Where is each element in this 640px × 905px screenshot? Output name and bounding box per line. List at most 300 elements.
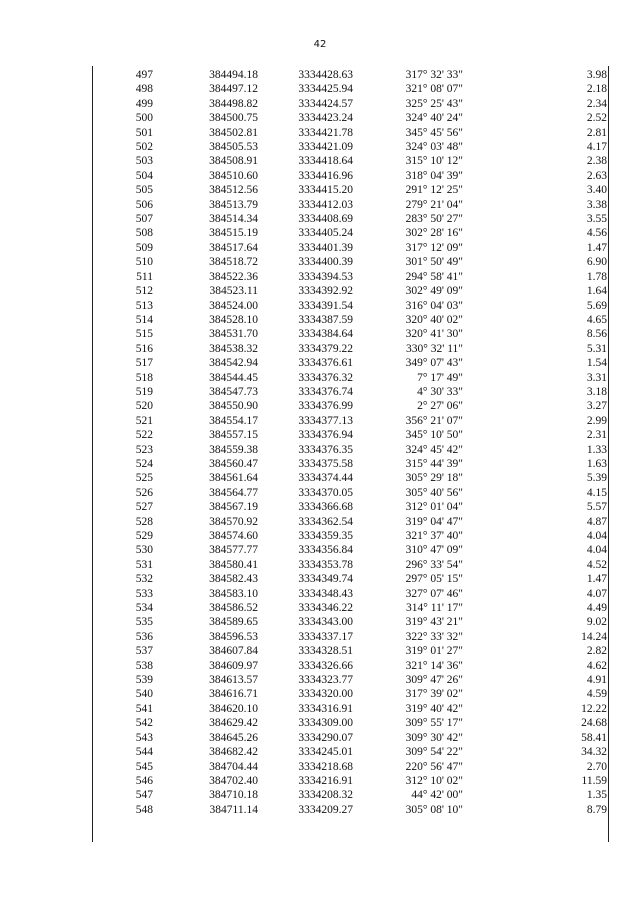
table-row — [93, 111, 607, 125]
table-row — [93, 255, 607, 269]
point-id-cell: 522 — [135, 429, 153, 442]
northing-cell: 3334323.77 — [298, 674, 353, 687]
point-id-cell: 515 — [135, 328, 153, 341]
point-id-cell: 533 — [135, 587, 153, 600]
distance-cell: 3.98 — [586, 69, 607, 81]
easting-cell: 384508.91 — [209, 155, 258, 168]
table-row — [93, 745, 607, 759]
distance-cell: 4.91 — [586, 674, 607, 687]
northing-cell: 3334425.94 — [298, 83, 353, 96]
table-row — [93, 299, 607, 313]
point-id-cell: 535 — [135, 616, 153, 629]
table-row — [93, 788, 607, 802]
bearing-cell: 312° 10' 02" — [405, 774, 463, 787]
bearing-cell: 310° 47' 09" — [405, 544, 463, 557]
bearing-cell: 317° 32' 33" — [405, 69, 463, 81]
bearing-cell: 318° 04' 39" — [405, 169, 463, 182]
easting-cell: 384559.38 — [209, 443, 258, 456]
northing-cell: 3334309.00 — [298, 717, 353, 730]
bearing-cell: 44° 42' 00" — [411, 789, 463, 802]
point-id-cell: 526 — [135, 486, 153, 499]
northing-cell: 3334384.64 — [298, 328, 353, 341]
bearing-cell: 345° 10' 50" — [405, 429, 463, 442]
northing-cell: 3334290.07 — [298, 731, 353, 744]
distance-cell: 5.39 — [586, 472, 607, 485]
point-id-cell: 499 — [135, 97, 153, 110]
bearing-cell: 345° 45' 56" — [405, 126, 463, 139]
easting-cell: 384710.18 — [209, 789, 258, 802]
easting-cell: 384522.36 — [209, 270, 258, 283]
bearing-cell: 320° 41' 30" — [405, 328, 463, 341]
northing-cell: 3334216.91 — [298, 774, 353, 787]
table-row — [93, 529, 607, 543]
easting-cell: 384629.42 — [209, 717, 258, 730]
table-row — [93, 774, 607, 788]
table-row — [93, 428, 607, 442]
point-id-cell: 507 — [135, 213, 153, 226]
distance-cell: 2.70 — [586, 760, 607, 773]
point-id-cell: 528 — [135, 515, 153, 528]
distance-cell: 4.56 — [586, 227, 607, 240]
distance-cell: 4.62 — [586, 659, 607, 672]
bearing-cell: 7° 17' 49" — [417, 371, 463, 384]
northing-cell: 3334408.69 — [298, 213, 353, 226]
bearing-cell: 330° 32' 11" — [406, 342, 463, 355]
distance-cell: 2.38 — [586, 155, 607, 168]
northing-cell: 3334423.24 — [298, 112, 353, 125]
easting-cell: 384538.32 — [209, 342, 258, 355]
northing-cell: 3334412.03 — [298, 198, 353, 211]
table-row — [93, 644, 607, 658]
bearing-cell: 356° 21' 07" — [405, 414, 463, 427]
table-row — [93, 572, 607, 586]
northing-cell: 3334376.94 — [298, 429, 353, 442]
table-row — [93, 356, 607, 370]
point-id-cell: 502 — [135, 141, 153, 154]
coordinates-table — [93, 68, 607, 817]
northing-cell: 3334375.58 — [298, 457, 353, 470]
northing-cell: 3334343.00 — [298, 616, 353, 629]
distance-cell: 5.57 — [586, 501, 607, 514]
distance-cell: 34.32 — [581, 746, 607, 759]
easting-cell: 384500.75 — [209, 112, 258, 125]
northing-cell: 3334362.54 — [298, 515, 353, 528]
distance-cell: 4.49 — [586, 602, 607, 615]
bearing-cell: 283° 50' 27" — [405, 213, 463, 226]
bearing-cell: 315° 44' 39" — [405, 457, 463, 470]
easting-cell: 384547.73 — [209, 385, 258, 398]
northing-cell: 3334349.74 — [298, 573, 353, 586]
bearing-cell: 294° 58' 41" — [405, 270, 463, 283]
bearing-cell: 324° 45' 42" — [405, 443, 463, 456]
table-row — [93, 97, 607, 111]
bearing-cell: 327° 07' 46" — [405, 587, 463, 600]
easting-cell: 384531.70 — [209, 328, 258, 341]
northing-cell: 3334376.74 — [298, 385, 353, 398]
point-id-cell: 513 — [135, 299, 153, 312]
distance-cell: 5.31 — [586, 342, 607, 355]
easting-cell: 384542.94 — [209, 357, 258, 370]
distance-cell: 2.18 — [586, 83, 607, 96]
easting-cell: 384512.56 — [209, 184, 258, 197]
distance-cell: 2.34 — [586, 97, 607, 110]
easting-cell: 384528.10 — [209, 313, 258, 326]
northing-cell: 3334374.44 — [298, 472, 353, 485]
easting-cell: 384616.71 — [209, 688, 258, 701]
table-row — [93, 515, 607, 529]
table-row — [93, 212, 607, 226]
northing-cell: 3334356.84 — [298, 544, 353, 557]
table-row — [93, 140, 607, 154]
point-id-cell: 501 — [135, 126, 153, 139]
northing-cell: 3334353.78 — [298, 558, 353, 571]
bearing-cell: 309° 47' 26" — [405, 674, 463, 687]
easting-cell: 384609.97 — [209, 659, 258, 672]
distance-cell: 1.54 — [586, 357, 607, 370]
easting-cell: 384574.60 — [209, 530, 258, 542]
easting-cell: 384523.11 — [209, 285, 258, 298]
table-row — [93, 169, 607, 183]
bearing-cell: 321° 14' 36" — [405, 659, 463, 672]
northing-cell: 3334421.09 — [298, 141, 353, 154]
bearing-cell: 309° 54' 22" — [405, 746, 463, 759]
table-row — [93, 183, 607, 197]
northing-cell: 3334394.53 — [298, 270, 353, 283]
point-id-cell: 525 — [135, 472, 153, 485]
table-row — [93, 630, 607, 644]
bearing-cell: 312° 01' 04" — [405, 501, 463, 514]
easting-cell: 384580.41 — [209, 558, 258, 571]
point-id-cell: 500 — [135, 112, 153, 125]
northing-cell: 3334405.24 — [298, 227, 353, 240]
bearing-cell: 315° 10' 12" — [405, 155, 463, 168]
distance-cell: 1.33 — [586, 443, 607, 456]
distance-cell: 4.04 — [586, 544, 607, 557]
table-row — [93, 414, 607, 428]
point-id-cell: 511 — [136, 270, 153, 283]
distance-cell: 9.02 — [586, 616, 607, 629]
table-row — [93, 385, 607, 399]
northing-cell: 3334376.99 — [298, 400, 353, 413]
table-row — [93, 615, 607, 629]
point-id-cell: 543 — [135, 731, 153, 744]
bearing-cell: 296° 33' 54" — [405, 558, 463, 571]
point-id-cell: 540 — [135, 688, 153, 701]
point-id-cell: 542 — [135, 717, 153, 730]
easting-cell: 384513.79 — [209, 198, 258, 211]
distance-cell: 1.63 — [586, 457, 607, 470]
distance-cell: 2.52 — [586, 112, 607, 125]
table-row — [93, 500, 607, 514]
northing-cell: 3334377.13 — [298, 414, 353, 427]
easting-cell: 384502.81 — [209, 126, 258, 139]
northing-cell: 3334366.68 — [298, 501, 353, 514]
bearing-cell: 305° 08' 10" — [405, 803, 463, 816]
bearing-cell: 317° 12' 09" — [405, 241, 463, 254]
bearing-cell: 305° 40' 56" — [405, 486, 463, 499]
distance-cell: 2.99 — [586, 414, 607, 427]
easting-cell: 384517.64 — [209, 241, 258, 254]
point-id-cell: 538 — [135, 659, 153, 672]
northing-cell: 3334359.35 — [298, 530, 353, 542]
distance-cell: 3.31 — [586, 371, 607, 384]
table-row — [93, 687, 607, 701]
easting-cell: 384583.10 — [209, 587, 258, 600]
easting-cell: 384550.90 — [209, 400, 258, 413]
bearing-cell: 309° 30' 42" — [405, 731, 463, 744]
bearing-cell: 319° 40' 42" — [405, 702, 463, 715]
point-id-cell: 509 — [135, 241, 153, 254]
point-id-cell: 517 — [135, 357, 153, 370]
bearing-cell: 314° 11' 17" — [406, 602, 463, 615]
bearing-cell: 324° 40' 24" — [405, 112, 463, 125]
easting-cell: 384544.45 — [209, 371, 258, 384]
northing-cell: 3334209.27 — [298, 803, 353, 816]
table-row — [93, 371, 607, 385]
distance-cell: 3.38 — [586, 198, 607, 211]
northing-cell: 3334392.92 — [298, 285, 353, 298]
point-id-cell: 514 — [135, 313, 153, 326]
easting-cell: 384589.65 — [209, 616, 258, 629]
bearing-cell: 220° 56' 47" — [405, 760, 463, 773]
easting-cell: 384702.40 — [209, 774, 258, 787]
distance-cell: 4.52 — [586, 558, 607, 571]
easting-cell: 384586.52 — [209, 602, 258, 615]
distance-cell: 11.59 — [581, 774, 607, 787]
table-row — [93, 82, 607, 96]
bearing-cell: 279° 21' 04" — [405, 198, 463, 211]
distance-cell: 3.18 — [586, 385, 607, 398]
point-id-cell: 506 — [135, 198, 153, 211]
easting-cell: 384557.15 — [209, 429, 258, 442]
table-row — [93, 587, 607, 601]
easting-cell: 384704.44 — [209, 760, 258, 773]
easting-cell: 384564.77 — [209, 486, 258, 499]
bearing-cell: 319° 43' 21" — [405, 616, 463, 629]
bearing-cell: 349° 07' 43" — [405, 357, 463, 370]
easting-cell: 384570.92 — [209, 515, 258, 528]
easting-cell: 384596.53 — [209, 630, 258, 643]
point-id-cell: 537 — [135, 645, 153, 658]
point-id-cell: 534 — [135, 602, 153, 615]
northing-cell: 3334415.20 — [298, 184, 353, 197]
easting-cell: 384613.57 — [209, 674, 258, 687]
table-row — [93, 399, 607, 413]
distance-cell: 24.68 — [581, 717, 607, 730]
northing-cell: 3334387.59 — [298, 313, 353, 326]
table-row — [93, 126, 607, 140]
point-id-cell: 508 — [135, 227, 153, 240]
bearing-cell: 319° 04' 47" — [405, 515, 463, 528]
distance-cell: 8.56 — [586, 328, 607, 341]
bearing-cell: 320° 40' 02" — [405, 313, 463, 326]
bearing-cell: 305° 29' 18" — [405, 472, 463, 485]
bearing-cell: 316° 04' 03" — [405, 299, 463, 312]
northing-cell: 3334401.39 — [298, 241, 353, 254]
distance-cell: 4.15 — [586, 486, 607, 499]
northing-cell: 3334379.22 — [298, 342, 353, 355]
point-id-cell: 504 — [135, 169, 153, 182]
point-id-cell: 546 — [135, 774, 153, 787]
northing-cell: 3334424.57 — [298, 97, 353, 110]
distance-cell: 1.47 — [586, 241, 607, 254]
bearing-cell: 309° 55' 17" — [405, 717, 463, 730]
northing-cell: 3334337.17 — [298, 630, 353, 643]
northing-cell: 3334346.22 — [298, 602, 353, 615]
table-row — [93, 457, 607, 471]
point-id-cell: 547 — [135, 789, 153, 802]
bearing-cell: 321° 08' 07" — [405, 83, 463, 96]
easting-cell: 384711.14 — [209, 803, 258, 816]
point-id-cell: 530 — [135, 544, 153, 557]
table-row — [93, 284, 607, 298]
point-id-cell: 497 — [135, 69, 153, 81]
easting-cell: 384577.77 — [209, 544, 258, 557]
table-row — [93, 543, 607, 557]
bearing-cell: 2° 27' 06" — [417, 400, 463, 413]
distance-cell: 1.64 — [586, 285, 607, 298]
distance-cell: 5.69 — [586, 299, 607, 312]
bearing-cell: 4° 30' 33" — [417, 385, 463, 398]
bearing-cell: 325° 25' 43" — [405, 97, 463, 110]
bearing-cell: 291° 12' 25" — [405, 184, 463, 197]
table-row — [93, 558, 607, 572]
distance-cell: 14.24 — [581, 630, 607, 643]
bearing-cell: 322° 33' 32" — [405, 630, 463, 643]
point-id-cell: 529 — [135, 530, 153, 542]
point-id-cell: 510 — [135, 256, 153, 269]
distance-cell: 3.27 — [586, 400, 607, 413]
northing-cell: 3334391.54 — [298, 299, 353, 312]
distance-cell: 4.59 — [586, 688, 607, 701]
northing-cell: 3334400.39 — [298, 256, 353, 269]
page-number: 42 — [313, 39, 327, 50]
point-id-cell: 498 — [135, 83, 153, 96]
point-id-cell: 524 — [135, 457, 153, 470]
easting-cell: 384682.42 — [209, 746, 258, 759]
northing-cell: 3334328.51 — [298, 645, 353, 658]
bearing-cell: 321° 37' 40" — [405, 530, 463, 542]
easting-cell: 384515.19 — [209, 227, 258, 240]
distance-cell: 1.35 — [586, 789, 607, 802]
northing-cell: 3334370.05 — [298, 486, 353, 499]
point-id-cell: 503 — [135, 155, 153, 168]
point-id-cell: 541 — [135, 702, 153, 715]
table-row — [93, 731, 607, 745]
table-row — [93, 154, 607, 168]
easting-cell: 384497.12 — [209, 83, 258, 96]
easting-cell: 384567.19 — [209, 501, 258, 514]
northing-cell: 3334208.32 — [298, 789, 353, 802]
table-row — [93, 68, 607, 82]
northing-cell: 3334245.01 — [298, 746, 353, 759]
table-row — [93, 803, 607, 817]
distance-cell: 2.81 — [586, 126, 607, 139]
table-row — [93, 443, 607, 457]
table-row — [93, 659, 607, 673]
easting-cell: 384518.72 — [209, 256, 258, 269]
point-id-cell: 518 — [135, 371, 153, 384]
northing-cell: 3334416.96 — [298, 169, 353, 182]
point-id-cell: 516 — [135, 342, 153, 355]
distance-cell: 2.82 — [586, 645, 607, 658]
easting-cell: 384620.10 — [209, 702, 258, 715]
northing-cell: 3334218.68 — [298, 760, 353, 773]
easting-cell: 384561.64 — [209, 472, 258, 485]
northing-cell: 3334421.78 — [298, 126, 353, 139]
distance-cell: 4.87 — [586, 515, 607, 528]
distance-cell: 4.65 — [586, 313, 607, 326]
easting-cell: 384494.18 — [209, 69, 258, 81]
bearing-cell: 319° 01' 27" — [405, 645, 463, 658]
distance-cell: 4.04 — [586, 530, 607, 542]
distance-cell: 4.07 — [586, 587, 607, 600]
easting-cell: 384514.34 — [209, 213, 258, 226]
table-row — [93, 471, 607, 485]
table-row — [93, 760, 607, 774]
bearing-cell: 302° 49' 09" — [405, 285, 463, 298]
table-row — [93, 601, 607, 615]
point-id-cell: 531 — [135, 558, 153, 571]
table-row — [93, 327, 607, 341]
bearing-cell: 301° 50' 49" — [405, 256, 463, 269]
distance-cell: 1.78 — [586, 270, 607, 283]
table-row — [93, 241, 607, 255]
table-row — [93, 270, 607, 284]
table-row — [93, 342, 607, 356]
table-row — [93, 198, 607, 212]
point-id-cell: 512 — [135, 285, 153, 298]
bearing-cell: 324° 03' 48" — [405, 141, 463, 154]
bearing-cell: 297° 05' 15" — [405, 573, 463, 586]
distance-cell: 6.90 — [586, 256, 607, 269]
northing-cell: 3334326.66 — [298, 659, 353, 672]
bearing-cell: 317° 39' 02" — [405, 688, 463, 701]
distance-cell: 2.63 — [586, 169, 607, 182]
easting-cell: 384498.82 — [209, 97, 258, 110]
northing-cell: 3334376.35 — [298, 443, 353, 456]
northing-cell: 3334418.64 — [298, 155, 353, 168]
table-row — [93, 716, 607, 730]
easting-cell: 384510.60 — [209, 169, 258, 182]
point-id-cell: 532 — [135, 573, 153, 586]
point-id-cell: 548 — [135, 803, 153, 816]
easting-cell: 384505.53 — [209, 141, 258, 154]
easting-cell: 384645.26 — [209, 731, 258, 744]
bearing-cell: 302° 28' 16" — [405, 227, 463, 240]
easting-cell: 384582.43 — [209, 573, 258, 586]
point-id-cell: 545 — [135, 760, 153, 773]
distance-cell: 3.55 — [586, 213, 607, 226]
distance-cell: 2.31 — [586, 429, 607, 442]
northing-cell: 3334348.43 — [298, 587, 353, 600]
northing-cell: 3334376.32 — [298, 371, 353, 384]
northing-cell: 3334320.00 — [298, 688, 353, 701]
easting-cell: 384607.84 — [209, 645, 258, 658]
point-id-cell: 521 — [135, 414, 153, 427]
distance-cell: 58.41 — [581, 731, 607, 744]
distance-cell: 8.79 — [586, 803, 607, 816]
table-row — [93, 673, 607, 687]
distance-cell: 1.47 — [586, 573, 607, 586]
easting-cell: 384554.17 — [209, 414, 258, 427]
distance-cell: 4.17 — [586, 141, 607, 154]
table-row — [93, 226, 607, 240]
point-id-cell: 527 — [135, 501, 153, 514]
northing-cell: 3334316.91 — [298, 702, 353, 715]
northing-cell: 3334428.63 — [298, 69, 353, 81]
easting-cell: 384560.47 — [209, 457, 258, 470]
